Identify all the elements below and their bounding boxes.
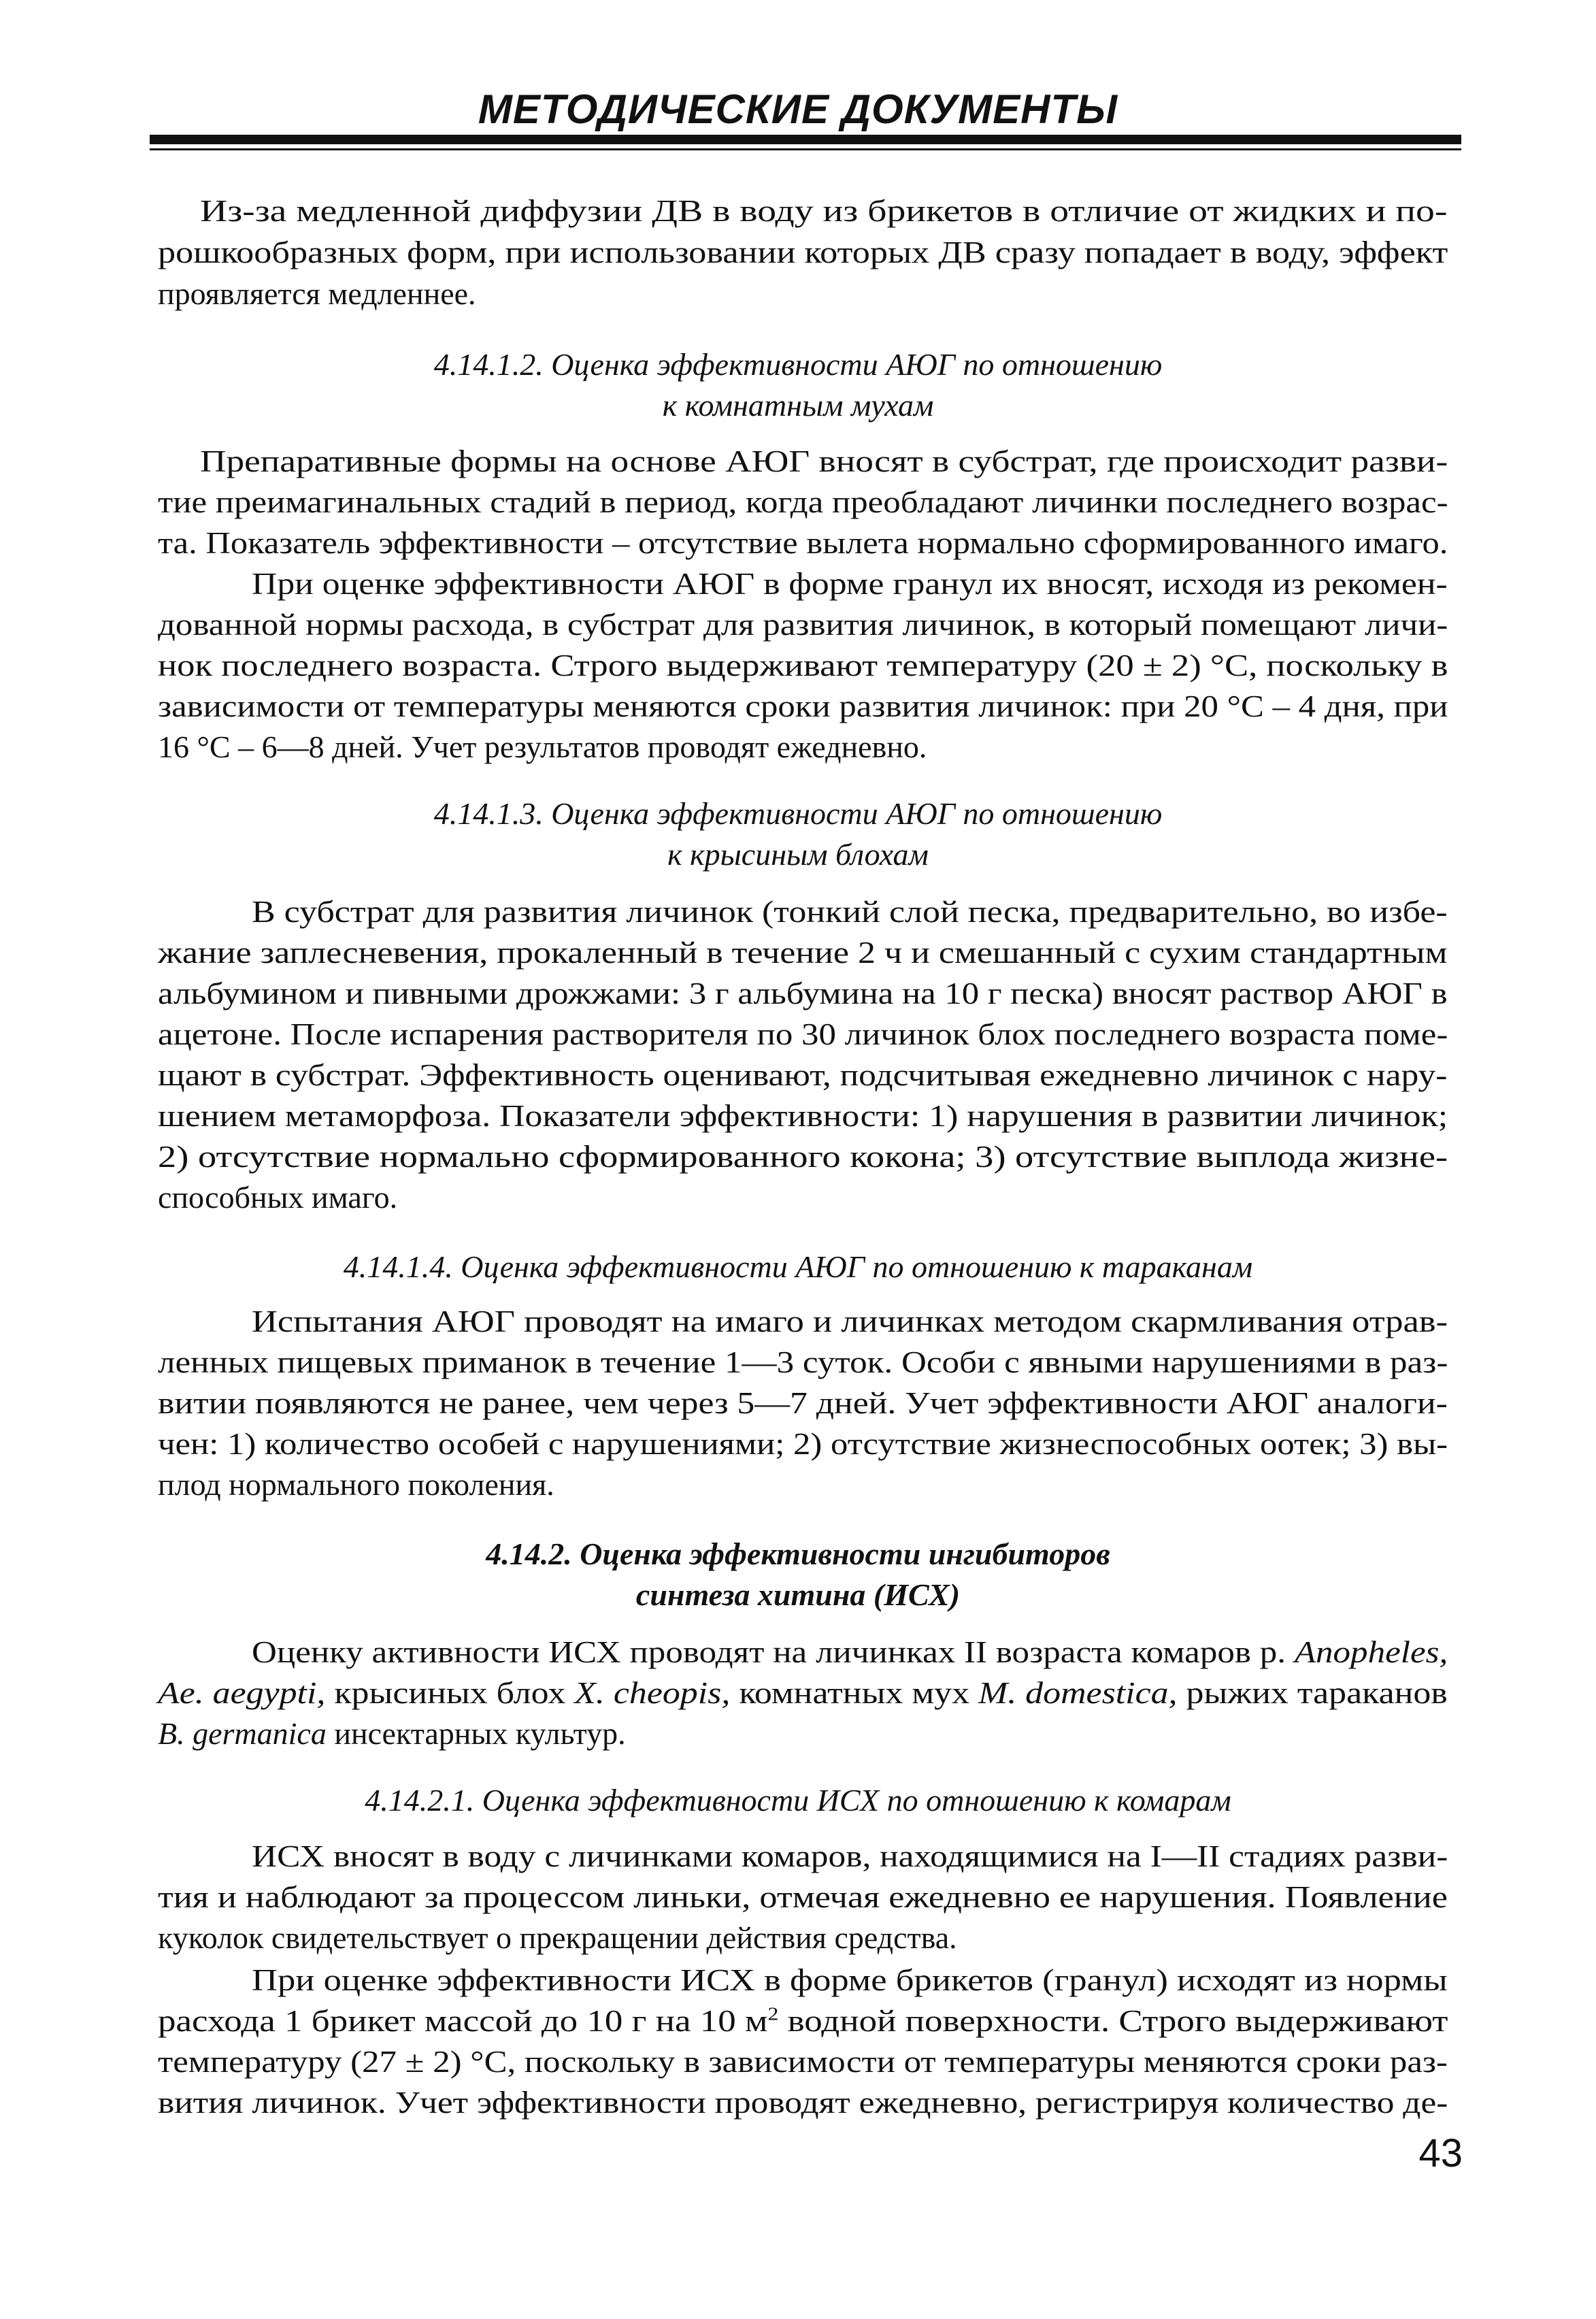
section-heading: 4.14.2. Оценка эффективности ингибиторов	[486, 1536, 1110, 1571]
body-line: В субстрат для развития личинок (тонкий слой песка, предварительно, во избе-	[252, 894, 1448, 929]
body-line: ленных пищевых приманок в течение 1—3 суток. Особи с явными нарушениями в раз-	[158, 1345, 1448, 1379]
body-line: альбумином и пивными дрожжами: 3 г альбумина на 10 г песка) вносят раствор АЮГ в	[158, 976, 1448, 1010]
body-line: 16 °С – 6—8 дней. Учет результатов проводят ежедневно.	[158, 729, 927, 764]
body-line: Испытания АЮГ проводят на имаго и личинках методом скармливания отрав-	[252, 1304, 1448, 1338]
page-number: 43	[1418, 2131, 1463, 2175]
header-rule-thick	[150, 135, 1461, 144]
body-line: проявляется медленнее.	[158, 276, 476, 311]
body-line	[158, 2001, 1448, 2041]
body-line: плод нормального поколения.	[158, 1467, 554, 1502]
body-line: способных имаго.	[158, 1180, 398, 1215]
body-line: тия и наблюдают за процессом линьки, отмечая ежедневно ее нарушения. Появление	[158, 1879, 1448, 1914]
body-line: дованной нормы расхода, в субстрат для развития личинок, в который помещают личи-	[158, 607, 1448, 642]
header-rule-thin	[150, 148, 1461, 150]
section-heading: 4.14.1.3. Оценка эффективности АЮГ по отношению	[433, 796, 1163, 831]
running-header-title: МЕТОДИЧЕСКИЕ ДОКУМЕНТЫ	[478, 86, 1118, 132]
body-line: куколок свидетельствует о прекращении действия средства.	[158, 1920, 957, 1955]
body-line	[252, 1632, 1448, 1673]
body-line: 2) отсутствие нормально сформированного кокона; 3) отсутствие выплода жизне-	[158, 1139, 1448, 1174]
body-line: ИСХ вносят в воду с личинками комаров, находящимися на I—II стадиях разви-	[252, 1839, 1448, 1873]
body-line: ацетоне. После испарения растворителя по 30 личинок блох последнего возраста поме-	[158, 1017, 1448, 1051]
superscript: 2	[767, 2003, 779, 2024]
body-line	[158, 1713, 626, 1754]
text-run: крысиных блох	[325, 1675, 575, 1710]
body-line: При оценке эффективности ИСХ в форме брикетов (гранул) исходят из нормы	[252, 1962, 1448, 1997]
species-name: B. germanica	[158, 1716, 327, 1751]
body-line: жание заплесневения, прокаленный в течение 2 ч и смешанный с сухим стандартным	[158, 935, 1448, 970]
section-heading: синтеза хитина (ИСХ)	[635, 1577, 961, 1612]
body-line: нок последнего возраста. Строго выдерживают температуру (20 ± 2) °С, поскольку в	[158, 648, 1448, 682]
body-line	[158, 1673, 1448, 1713]
body-line: витии появляются не ранее, чем через 5—7 дней. Учет эффективности АЮГ аналоги-	[158, 1385, 1448, 1420]
body-line: вития личинок. Учет эффективности проводят ежедневно, регистрируя количество де-	[158, 2085, 1448, 2120]
section-heading: 4.14.1.2. Оценка эффективности АЮГ по отношению	[433, 347, 1163, 382]
text-run: Оценку активности ИСХ проводят на личинках II возраста комаров р.	[252, 1634, 1295, 1669]
body-line: тие преимагинальных стадий в период, когда преобладают личинки последнего возрас-	[158, 484, 1448, 519]
species-name: X. cheopis,	[574, 1675, 731, 1710]
body-line: рошкообразных форм, при использовании которых ДВ сразу попадает в воду, эффект	[158, 235, 1448, 269]
section-heading: 4.14.2.1. Оценка эффективности ИСХ по отношению к комарам	[365, 1783, 1231, 1818]
section-heading: к крысиным блохам	[667, 837, 929, 872]
body-line: зависимости от температуры меняются сроки развития личинок: при 20 °С – 4 дня, при	[158, 689, 1448, 723]
body-line: чен: 1) количество особей с нарушениями; 2) отсутствие жизнеспособных оотек; 3) вы-	[158, 1426, 1448, 1461]
species-name: Ae. aegypti,	[158, 1675, 326, 1710]
body-line: При оценке эффективности АЮГ в форме гранул их вносят, исходя из рекомен-	[252, 566, 1448, 601]
text-run: комнатных мух	[730, 1675, 979, 1710]
text-run: расхода 1 брикет массой до 10 г на 10 м	[158, 2003, 768, 2038]
species-name: Anopheles,	[1294, 1634, 1448, 1669]
text-run: водной поверхности. Строго выдерживают	[778, 2003, 1448, 2038]
species-name: M. domestica,	[978, 1675, 1178, 1710]
section-heading: к комнатным мухам	[662, 388, 934, 423]
body-line: Препаративные формы на основе АЮГ вносят в субстрат, где происходит разви-	[200, 444, 1448, 478]
text-run: инсектарных культур.	[326, 1716, 626, 1751]
body-line: шением метаморфоза. Показатели эффективности: 1) нарушения в развитии личинок;	[158, 1098, 1448, 1133]
body-line: температуру (27 ± 2) °С, поскольку в зависимости от температуры меняются сроки раз-	[158, 2044, 1448, 2079]
body-line: щают в субстрат. Эффективность оценивают, подсчитывая ежедневно личинок с нару-	[158, 1057, 1448, 1092]
section-heading: 4.14.1.4. Оценка эффективности АЮГ по отношению к тараканам	[343, 1249, 1253, 1284]
body-line: та. Показатель эффективности – отсутствие вылета нормально сформированного имаго.	[158, 525, 1448, 560]
body-line: Из-за медленной диффузии ДВ в воду из брикетов в отличие от жидких и по-	[200, 193, 1448, 228]
text-run: рыжих тараканов	[1177, 1675, 1448, 1710]
